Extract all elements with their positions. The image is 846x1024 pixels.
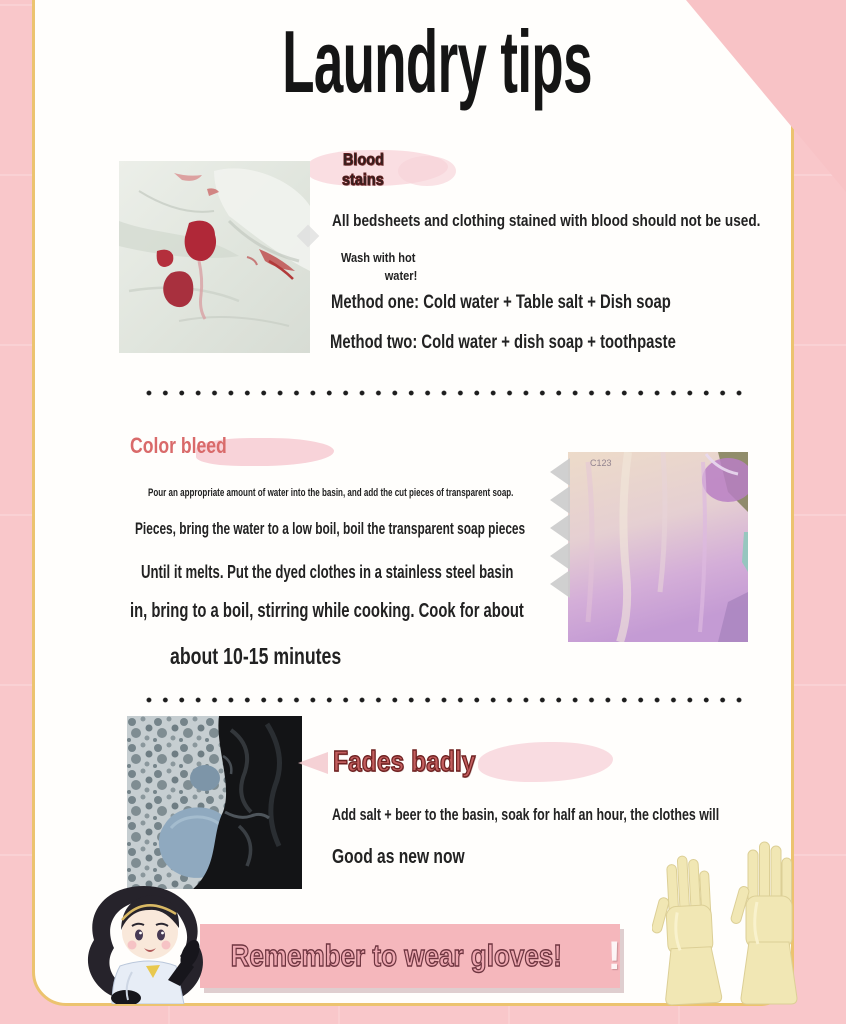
- dotted-divider: [140, 389, 748, 397]
- color-bleed-heading: Color bleed: [130, 433, 227, 458]
- blood-stains-photo: [119, 161, 310, 353]
- pink-blob-decoration: [398, 156, 456, 186]
- fades-badly-photo: [127, 716, 302, 889]
- fades-line2: Good as new now: [332, 846, 465, 868]
- pink-arrow-decoration: [298, 752, 328, 774]
- dotted-divider: [140, 696, 748, 704]
- page-title-text: Laundry tips: [282, 12, 592, 111]
- gloves-illustration: [652, 838, 808, 1010]
- exclamation-mark: !: [607, 934, 621, 978]
- color-bleed-line1: Pieces, bring the water to a low boil, boil the transparent soap pieces: [135, 520, 526, 538]
- fades-badly-heading: Fades badly: [333, 746, 476, 778]
- blood-note-text: Wash with hot water!: [341, 250, 417, 283]
- blood-heading-line2: stains: [342, 170, 385, 189]
- svg-text:C123: C123: [590, 458, 612, 468]
- color-bleed-caption: Pour an appropriate amount of water into the basin, and add the cut pieces of transparent soap.: [148, 487, 514, 499]
- blood-stains-heading: [328, 150, 406, 190]
- blood-method-one-text: Method one: Cold water + Table salt + Dish soap: [331, 292, 671, 313]
- mascot-illustration: [62, 882, 222, 1004]
- color-bleed-line4: about 10-15 minutes: [170, 643, 342, 669]
- reminder-banner-text: Remember to wear gloves!: [230, 938, 563, 973]
- color-bleed-line3: in, bring to a boil, stirring while cooking. Cook for about: [130, 600, 524, 622]
- blood-method-two-text: Method two: Cold water + dish soap + toothpaste: [330, 332, 676, 353]
- blood-intro-text: All bedsheets and clothing stained with blood should not be used.: [332, 211, 761, 230]
- fades-line1: Add salt + beer to the basin, soak for half an hour, the clothes will: [332, 805, 720, 824]
- color-bleed-line2: Until it melts. Put the dyed clothes in a stainless steel basin: [141, 562, 514, 582]
- page-title: [32, 12, 794, 111]
- reminder-banner: [200, 924, 620, 988]
- blood-heading-line1: Blood: [342, 150, 384, 169]
